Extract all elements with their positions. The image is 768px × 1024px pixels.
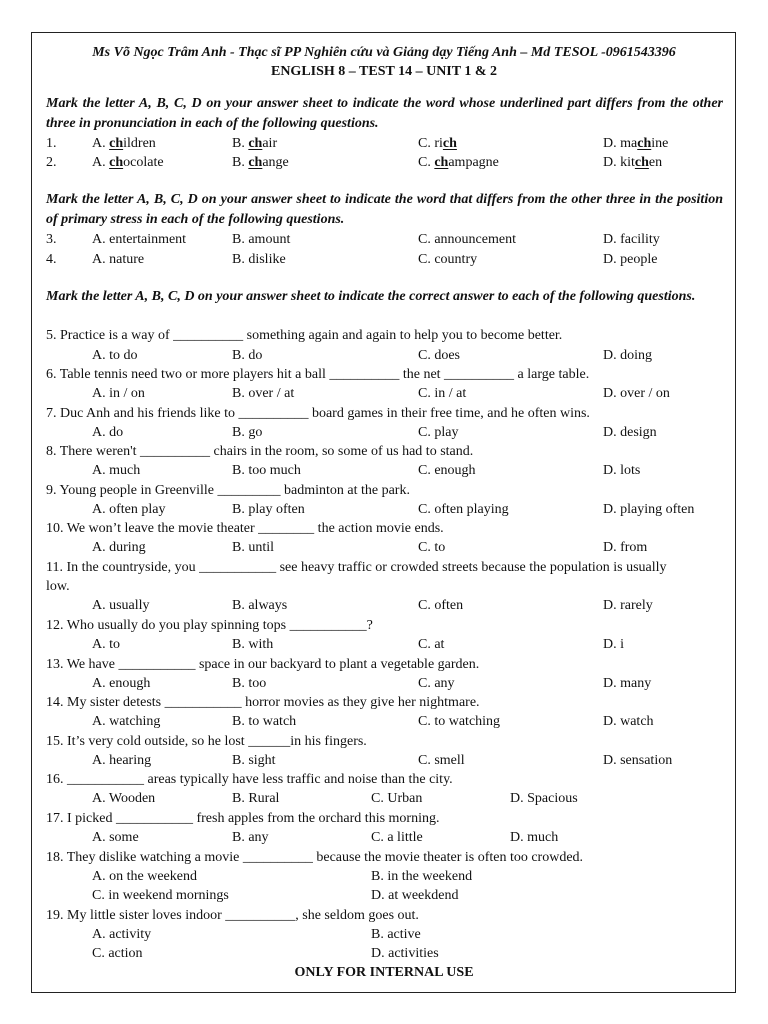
underlined-part: ch: [637, 136, 652, 151]
question-text: 7. Duc Anh and his friends like to __________ board games in their free time, and he often wins.: [46, 406, 590, 421]
question-text-continued: low.: [46, 579, 70, 594]
answer-option: D. sensation: [603, 753, 673, 768]
answer-option: B. Rural: [232, 791, 280, 806]
section-instruction-stress: Mark the letter A, B, C, D on your answer sheet to indicate the word that differs from the other three in the position of primary stress in each of the following questions.: [46, 192, 723, 227]
answer-option: D. over / on: [603, 386, 670, 401]
answer-option: B. in the weekend: [371, 869, 473, 884]
question-text: 9. Young people in Greenville _________ badminton at the park.: [46, 483, 410, 498]
answer-option: C. a little: [371, 830, 423, 845]
author-line: Ms Võ Ngọc Trâm Anh - Thạc sĩ PP Nghiên cứu và Giảng dạy Tiếng Anh – Md TESOL -0961543396: [92, 45, 676, 60]
answer-option: C. rich: [418, 136, 457, 151]
answer-option: C. champagne: [418, 155, 499, 170]
answer-option: D. design: [603, 425, 657, 440]
question-number: 1.: [46, 136, 57, 151]
answer-option: D. rarely: [603, 598, 653, 613]
question-text: 10. We won’t leave the movie theater ________ the action movie ends.: [46, 521, 444, 536]
question-text: 13. We have ___________ space in our backyard to plant a vegetable garden.: [46, 657, 480, 672]
underlined-part: ch: [109, 155, 124, 170]
question-text: 12. Who usually do you play spinning tops ___________?: [46, 618, 373, 633]
answer-option: B. too much: [232, 463, 301, 478]
answer-option: D. people: [603, 252, 658, 267]
answer-option: A. Wooden: [92, 791, 156, 806]
answer-option: C. country: [418, 252, 478, 267]
answer-option: B. active: [371, 927, 421, 942]
answer-option: A. usually: [92, 598, 150, 613]
answer-option: C. Urban: [371, 791, 423, 806]
answer-option: B. do: [232, 348, 263, 363]
question-text: 15. It’s very cold outside, so he lost ______in his fingers.: [46, 734, 367, 749]
answer-option: D. playing often: [603, 502, 695, 517]
answer-option: A. do: [92, 425, 124, 440]
underlined-part: ch: [248, 136, 263, 151]
underlined-part: ch: [634, 155, 649, 170]
answer-option: B. always: [232, 598, 288, 613]
answer-option: A. much: [92, 463, 141, 478]
answer-option: D. watch: [603, 714, 654, 729]
answer-option: A. often play: [92, 502, 166, 517]
answer-option: A. during: [92, 540, 146, 555]
section-instruction-grammar: Mark the letter A, B, C, D on your answer sheet to indicate the correct answer to each of the following questions.: [46, 289, 696, 304]
answer-option: C. smell: [418, 753, 465, 768]
answer-option: B. amount: [232, 232, 291, 247]
answer-option: A. enough: [92, 676, 151, 691]
answer-option: C. in weekend mornings: [92, 888, 229, 903]
answer-option: C. announcement: [418, 232, 516, 247]
underlined-part: ch: [248, 155, 263, 170]
answer-option: D. many: [603, 676, 652, 691]
question-text: 5. Practice is a way of __________ something again and again to help you to become better.: [46, 328, 563, 343]
answer-option: A. watching: [92, 714, 161, 729]
question-text: 17. I picked ___________ fresh apples from the orchard this morning.: [46, 811, 440, 826]
answer-option: A. nature: [92, 252, 145, 267]
question-number: 3.: [46, 232, 57, 247]
question-number: 2.: [46, 155, 57, 170]
question-text: 11. In the countryside, you ___________ see heavy traffic or crowded streets because the population is usually: [46, 560, 667, 575]
answer-option: C. play: [418, 425, 459, 440]
answer-option: C. any: [418, 676, 455, 691]
answer-option: C. action: [92, 946, 143, 961]
underlined-part: ch: [109, 136, 124, 151]
answer-option: D. much: [510, 830, 559, 845]
answer-option: D. kitchen: [603, 155, 663, 170]
answer-option: B. go: [232, 425, 263, 440]
answer-option: B. too: [232, 676, 267, 691]
answer-option: C. to: [418, 540, 446, 555]
answer-option: B. over / at: [232, 386, 295, 401]
question-text: 16. ___________ areas typically have less traffic and noise than the city.: [46, 772, 453, 787]
question-text: 8. There weren't __________ chairs in the room, so some of us had to stand.: [46, 444, 474, 459]
answer-option: B. to watch: [232, 714, 297, 729]
answer-option: A. chocolate: [92, 155, 164, 170]
answer-option: B. until: [232, 540, 275, 555]
answer-option: A. in / on: [92, 386, 145, 401]
answer-option: B. chair: [232, 136, 278, 151]
answer-option: A. to do: [92, 348, 138, 363]
answer-option: A. activity: [92, 927, 152, 942]
answer-option: C. often: [418, 598, 464, 613]
answer-option: C. at: [418, 637, 445, 652]
test-title: ENGLISH 8 – TEST 14 – UNIT 1 & 2: [270, 64, 497, 79]
answer-option: B. dislike: [232, 252, 286, 267]
answer-option: D. Spacious: [510, 791, 578, 806]
answer-option: B. with: [232, 637, 274, 652]
answer-option: A. children: [92, 136, 156, 151]
answer-option: A. entertainment: [92, 232, 187, 247]
answer-option: B. play often: [232, 502, 305, 517]
section-instruction-pronunciation: Mark the letter A, B, C, D on your answer sheet to indicate the word whose underlined part differs from the other three in pronunciation in each of the following questions.: [46, 96, 723, 131]
answer-option: D. doing: [603, 348, 652, 363]
answer-option: C. enough: [418, 463, 476, 478]
answer-option: D. activities: [371, 946, 439, 961]
answer-option: C. to watching: [418, 714, 501, 729]
answer-option: C. often playing: [418, 502, 509, 517]
answer-option: B. change: [232, 155, 289, 170]
underlined-part: ch: [442, 136, 457, 151]
answer-option: B. sight: [232, 753, 276, 768]
underlined-part: ch: [434, 155, 449, 170]
answer-option: A. on the weekend: [92, 869, 197, 884]
question-number: 4.: [46, 252, 57, 267]
question-text: 18. They dislike watching a movie __________ because the movie theater is often too crowded.: [46, 850, 584, 865]
answer-option: A. some: [92, 830, 139, 845]
answer-option: D. at weekdend: [371, 888, 459, 903]
answer-option: D. facility: [603, 232, 660, 247]
answer-option: B. any: [232, 830, 269, 845]
answer-option: C. in / at: [418, 386, 467, 401]
answer-option: D. i: [603, 637, 624, 652]
answer-option: C. does: [418, 348, 460, 363]
answer-option: D. lots: [603, 463, 641, 478]
answer-option: D. machine: [603, 136, 669, 151]
answer-option: D. from: [603, 540, 648, 555]
footer-note: ONLY FOR INTERNAL USE: [294, 965, 474, 980]
question-text: 6. Table tennis need two or more players hit a ball __________ the net __________ a large table.: [46, 367, 590, 382]
answer-option: A. to: [92, 637, 120, 652]
question-text: 14. My sister detests ___________ horror movies as they give her nightmare.: [46, 695, 480, 710]
question-text: 19. My little sister loves indoor __________, she seldom goes out.: [46, 908, 419, 923]
answer-option: A. hearing: [92, 753, 152, 768]
